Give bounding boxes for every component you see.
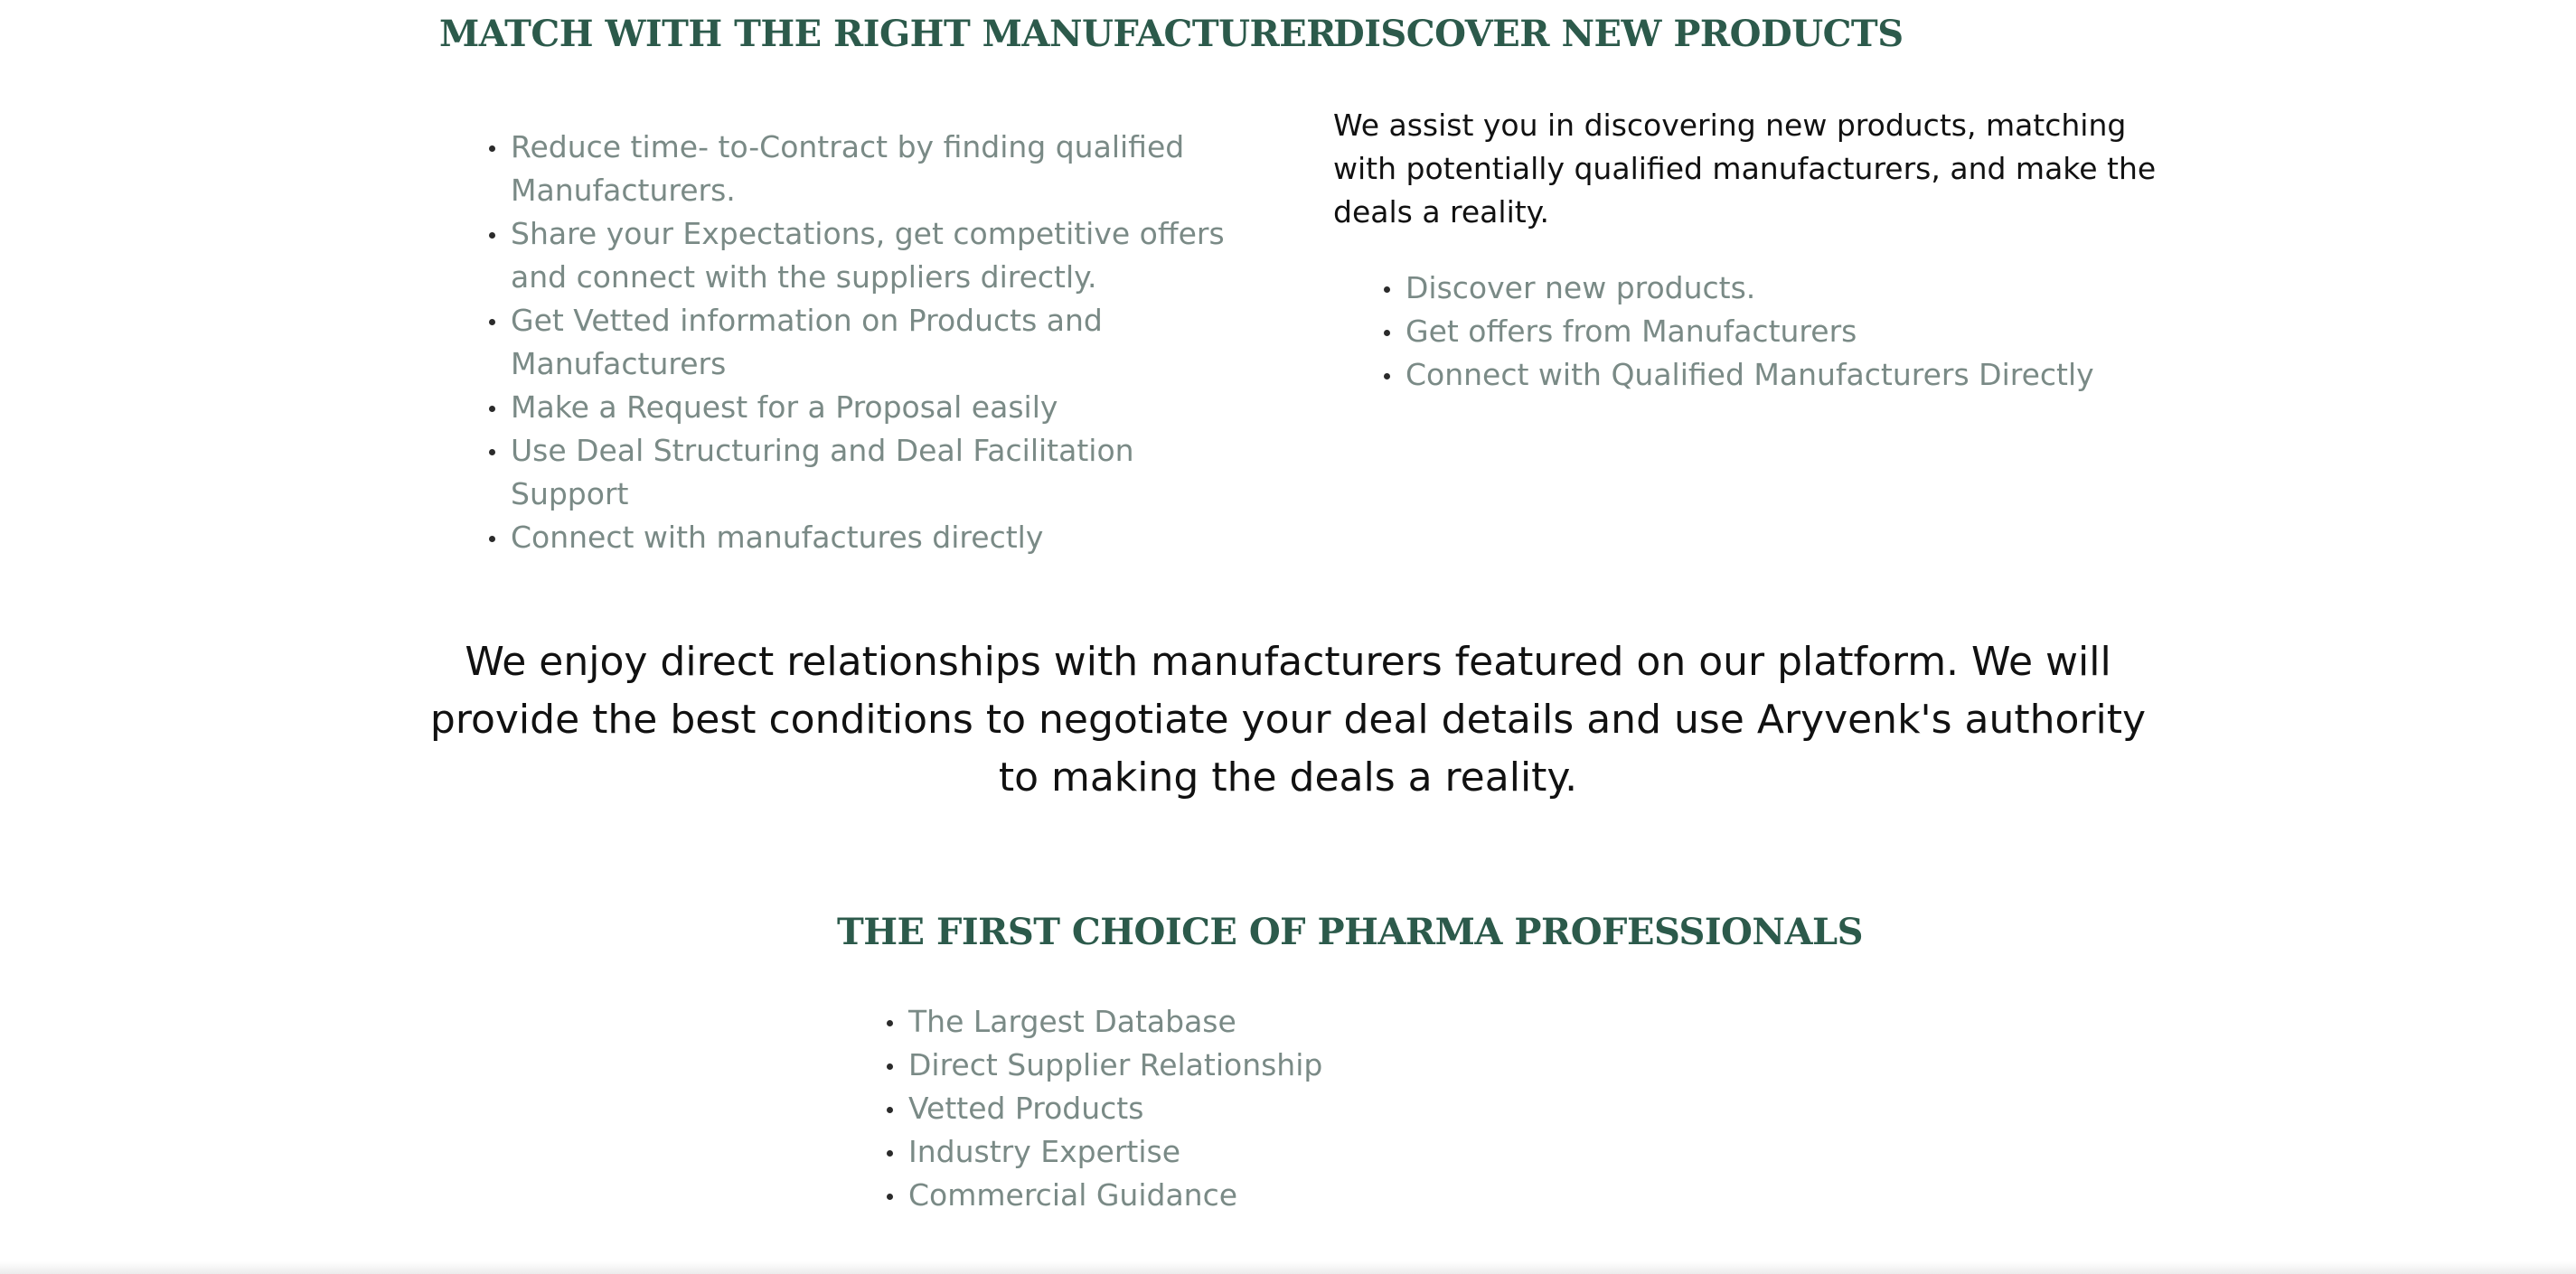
match-section-title: MATCH WITH THE RIGHT MANUFACTURER — [439, 13, 1336, 55]
list-item: Commercial Guidance — [887, 1174, 1519, 1217]
relationship-statement: We enjoy direct relationships with manufacturers featured on our platform. We will provide the best conditions to negotiate your deal details and use Aryvenk's authority to making the deals a reality. — [429, 639, 2147, 801]
list-item: Reduce time- to-Contract by finding qualified Manufacturers. — [489, 126, 1257, 212]
list-item: Get Vetted information on Products and Manufacturers — [489, 299, 1257, 386]
list-item: Vetted Products — [887, 1087, 1519, 1130]
list-item: Industry Expertise — [887, 1130, 1519, 1174]
list-item: Use Deal Structuring and Deal Facilitation Support — [489, 429, 1257, 516]
list-item: Discover new products. — [1384, 267, 2143, 310]
discover-intro-text: We assist you in discovering new products, matching with potentially qualified manufacturers, and make the deals a reality. — [1333, 108, 2157, 230]
list-item: Share your Expectations, get competitive offers and connect with the suppliers directly. — [489, 212, 1257, 299]
first-choice-section-title: THE FIRST CHOICE OF PHARMA PROFESSIONALS — [837, 911, 1863, 953]
match-benefits-list — [489, 126, 1257, 559]
list-item: Make a Request for a Proposal easily — [489, 386, 1257, 429]
list-item: Connect with manufactures directly — [489, 516, 1257, 559]
first-choice-list — [887, 1000, 1519, 1217]
list-item: Direct Supplier Relationship — [887, 1044, 1519, 1087]
discover-benefits-list — [1384, 267, 2143, 397]
discover-section-title: DISCOVER NEW PRODUCTS — [1333, 13, 1904, 55]
list-item: The Largest Database — [887, 1000, 1519, 1044]
list-item: Get offers from Manufacturers — [1384, 310, 2143, 353]
list-item: Connect with Qualified Manufacturers Directly — [1384, 353, 2143, 397]
page-bottom-shadow — [0, 1261, 2576, 1274]
